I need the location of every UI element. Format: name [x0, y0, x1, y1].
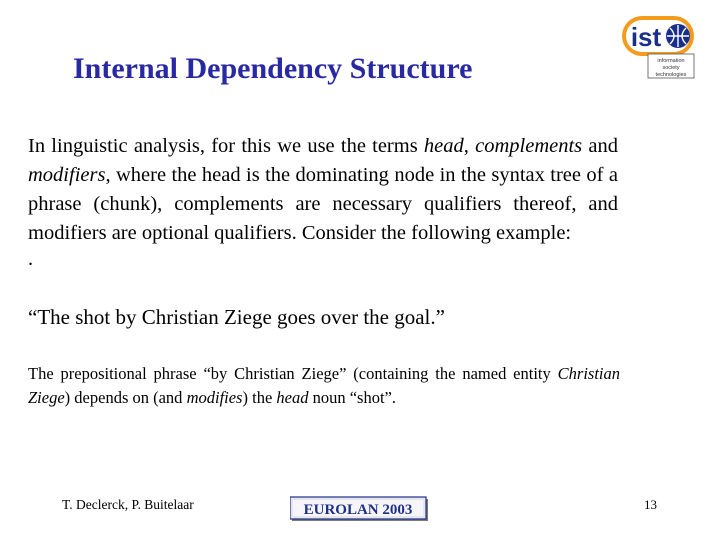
main-paragraph — [28, 132, 618, 270]
para-text-1: In linguistic analysis, for this we use the terms — [28, 135, 424, 157]
note-text-1: The prepositional phrase “by Christian Ziege” (containing the named entity — [28, 364, 558, 383]
para-text-2: , — [463, 135, 476, 157]
eurolan-badge — [290, 496, 430, 522]
logo-line-3: technologies — [655, 72, 687, 78]
note-modifies: modifies — [186, 388, 243, 407]
separator-dot: . — [28, 248, 34, 270]
eurolan-text: EUROLAN 2003 — [303, 502, 413, 518]
logo-line-1: information — [657, 58, 685, 64]
logo-line-2: society — [662, 65, 680, 71]
para-text-3: and — [582, 135, 618, 157]
explanation-note — [28, 362, 620, 410]
example-sentence: “The shot by Christian Ziege goes over the goal.” — [28, 305, 445, 329]
term-complements: complements — [475, 135, 583, 157]
ist-logo — [618, 14, 698, 80]
note-text-4: noun “shot”. — [308, 388, 396, 407]
footer-authors: T. Declerck, P. Buitelaar — [62, 497, 194, 512]
note-text-2: ) depends on (and — [64, 388, 187, 407]
page-number: 13 — [644, 497, 657, 512]
term-head: head — [423, 135, 464, 157]
note-text-3: ) the — [242, 388, 277, 407]
logo-text: ist — [630, 22, 662, 52]
para-text-4: , where the head is the dominating node in the syntax tree of a phrase (chunk), complements are necessary qualifiers thereof, and modifiers are optional qualifiers. Consider the following example: — [28, 164, 618, 244]
term-modifiers: modifiers — [28, 164, 106, 186]
slide-title: Internal Dependency Structure — [73, 52, 473, 85]
note-entity: Christian Ziege — [28, 364, 620, 407]
note-head: head — [276, 388, 309, 407]
